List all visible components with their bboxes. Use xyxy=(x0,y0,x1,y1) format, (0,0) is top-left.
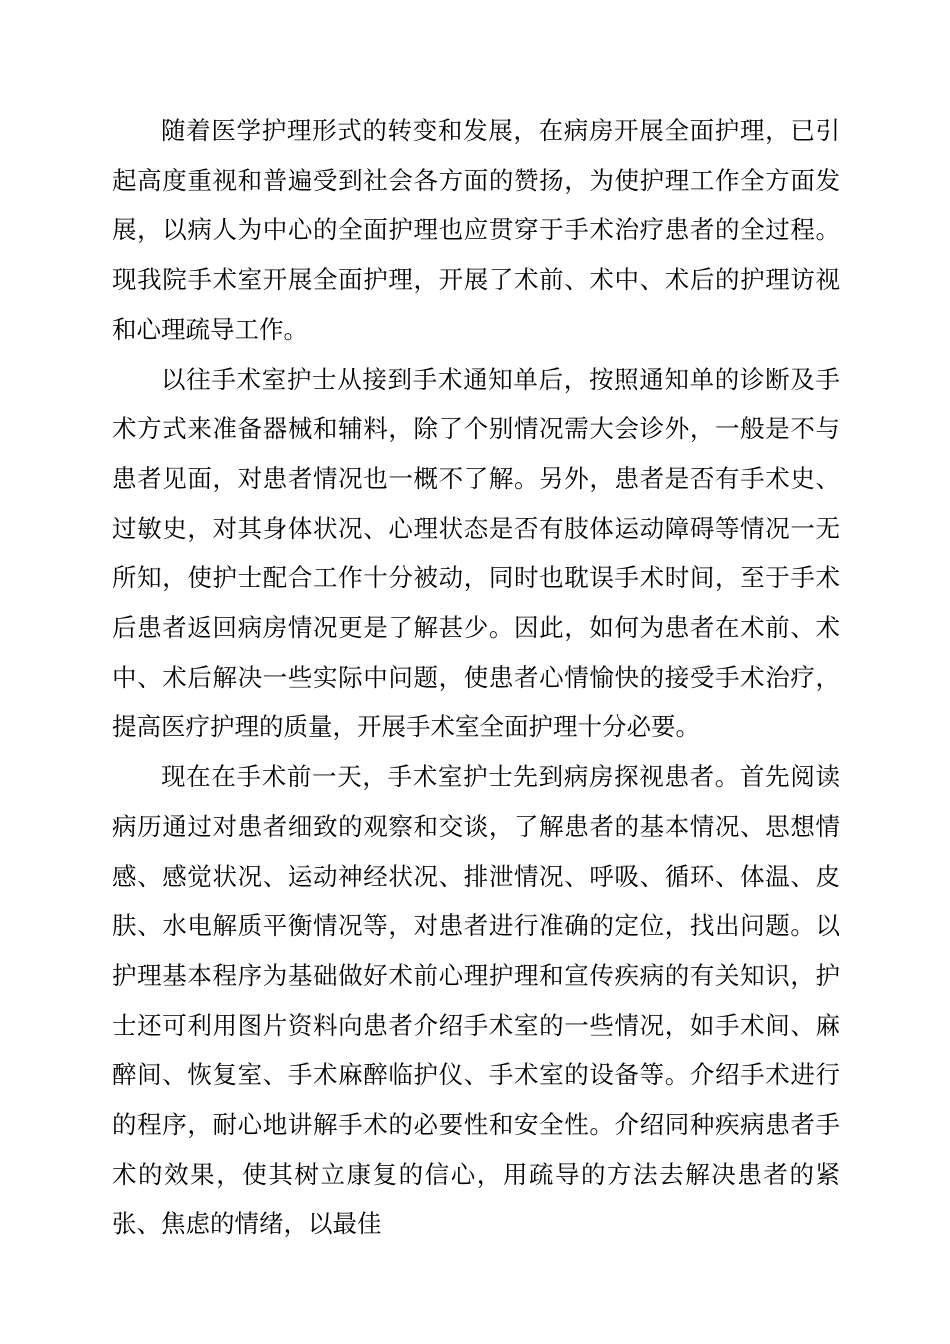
paragraph-2: 以往手术室护士从接到手术通知单后，按照通知单的诊断及手术方式来准备器械和辅料，除了个别情况需大会诊外，一般是不与患者见面，对患者情况也一概不了解。另外，患者是否有手术史、过敏史，对其身体状况、心理状态是否有肢体运动障碍等情况一无所知，使护士配合工作十分被动，同时也耽误手术时间，至于手术后患者返回病房情况更是了解甚少。因此，如何为患者在术前、术中、术后解决一些实际中问题，使患者心情愉快的接受手术治疗，提高医疗护理的质量，开展手术室全面护理十分必要。 xyxy=(112,364,840,742)
paragraph-3: 现在在手术前一天，手术室护士先到病房探视患者。首先阅读病历通过对患者细致的观察和交谈，了解患者的基本情况、思想情感、感觉状况、运动神经状况、排泄情况、呼吸、循环、体温、皮肤、水电解质平衡情况等，对患者进行准确的定位，找出问题。以护理基本程序为基础做好术前心理护理和宣传疾病的有关知识，护士还可利用图片资料向患者介绍手术室的一些情况，如手术间、麻醉间、恢复室、手术麻醉临护仪、手术室的设备等。介绍手术进行的程序，耐心地讲解手术的必要性和安全性。介绍同种疾病患者手术的效果，使其树立康复的信心，用疏导的方法去解决患者的紧张、焦虑的情绪，以最佳 xyxy=(112,762,840,1239)
document-body xyxy=(112,106,840,1249)
paragraph-1: 随着医学护理形式的转变和发展，在病房开展全面护理，已引起高度重视和普遍受到社会各方面的赞扬，为使护理工作全方面发展，以病人为中心的全面护理也应贯穿于手术治疗患者的全过程。现我院手术室开展全面护理，开展了术前、术中、术后的护理访视和心理疏导工作。 xyxy=(112,116,840,344)
